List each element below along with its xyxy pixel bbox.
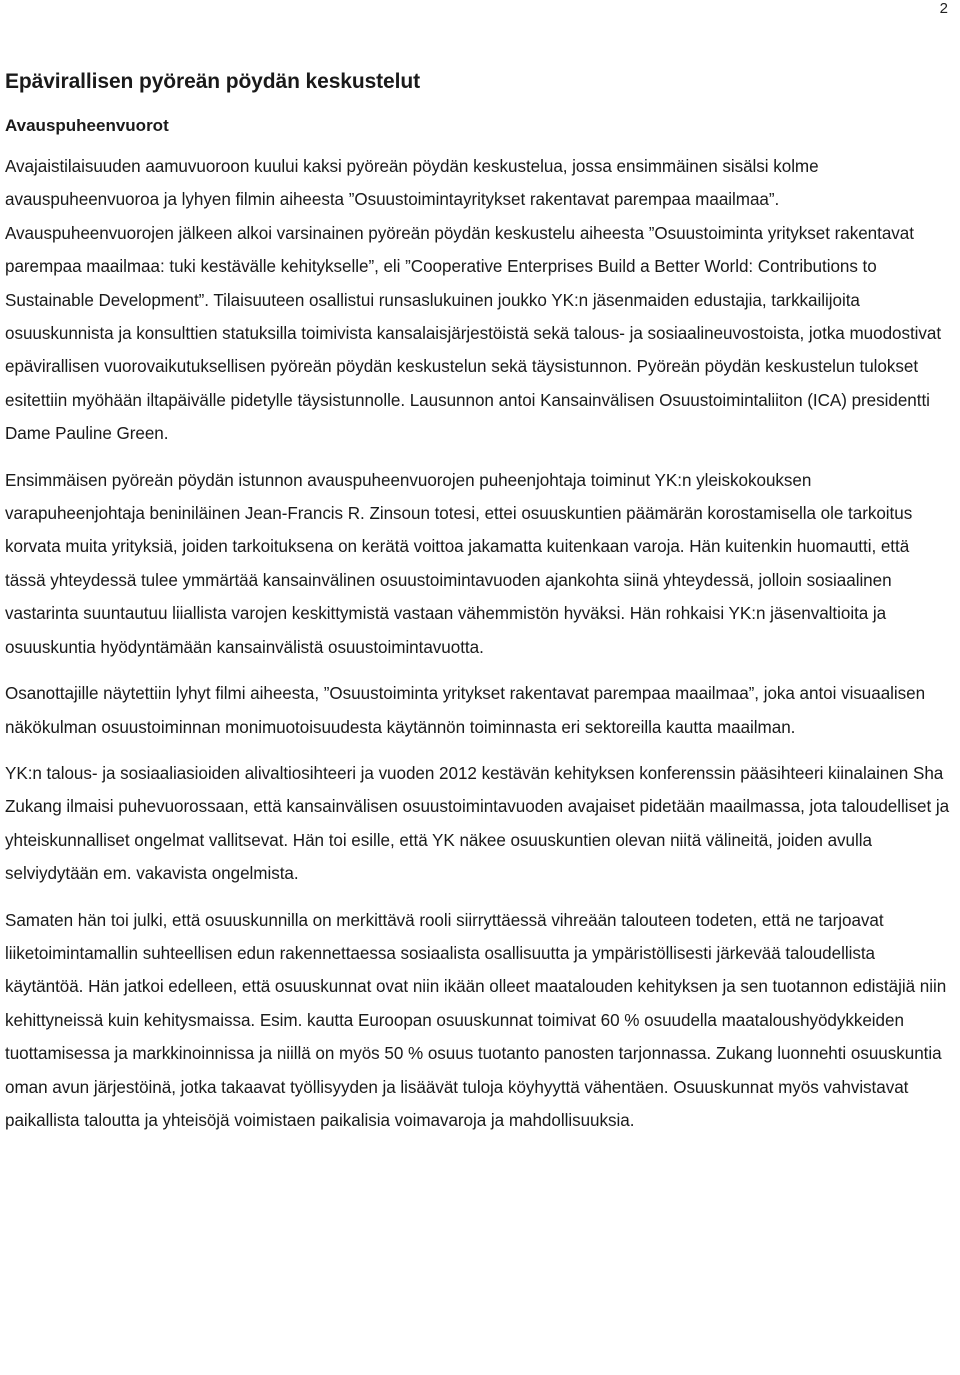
page-title: Epävirallisen pyöreän pöydän keskustelut <box>5 70 420 93</box>
paragraph-opening-event: Avajaistilaisuuden aamuvuoroon kuului kaksi pyöreän pöydän keskustelua, jossa ensimmäinen sisälsi kolme avauspuheenvuoroa ja lyhyen filmin aiheesta ”Osuustoimintayritykset rakentavat parempaa maailmaa”. Avauspuheenvuorojen jälkeen alkoi varsinainen pyöreän pöydän keskustelu aiheesta ”Osuustoiminta yritykset rakentavat parempaa maailmaa: tuki kestävälle kehitykselle”, eli ”Cooperative Enterprises Build a Better World: Contributions to Sustainable Development”. Tilaisuuteen osallistui runsaslukuinen joukko YK:n jäsenmaiden edustajia, tarkkailijoita osuuskunnista ja konsulttien statuksilla toimivista kansalaisjärjestöistä sekä talous- ja sosiaalineuvostoista, jotka muodostivat epävirallisen vuorovaikutuksellisen pyöreän pöydän keskustelun sekä täysistunnon. Pyöreän pöydän keskustelun tulokset esitettiin myöhään iltapäivälle pidetylle täysistunnolle. Lausunnon antoi Kansainvälisen Osuustoimintaliiton (ICA) presidentti Dame Pauline Green. <box>5 157 942 444</box>
document-body <box>5 68 950 1137</box>
paragraph-film: Osanottajille näytettiin lyhyt filmi aiheesta, ”Osuustoiminta yritykset rakentavat parempaa maailmaa”, joka antoi visuaalisen näkökulman osuustoiminnan monimuotoisuudesta käytännön toiminnasta eri sektoreilla kautta maailman. <box>5 684 926 737</box>
paragraph-sha-zukang: YK:n talous- ja sosiaaliasioiden alivaltiosihteeri ja vuoden 2012 kestävän kehityksen konferenssin pääsihteeri kiinalainen Sha Zukang ilmaisi puhevuorossaan, että kansainvälisen osuustoimintavuoden avajaiset pidetään maailmassa, jota taloudelliset ja yhteiskunnalliset ongelmat vallitsevat. Hän toi esille, että YK näkee osuuskuntien olevan niitä välineitä, joiden avulla selviydytään em. vakavista ongelmista. <box>5 763 950 884</box>
paragraph-first-round-table: Ensimmäisen pyöreän pöydän istunnon avauspuheenvuorojen puheenjohtaja toiminut YK:n yleiskokouksen varapuheenjohtaja beniniläinen Jean-Francis R. Zinsoun totesi, ettei osuuskuntien päämärän korostamisella ole tarkoitus korvata muita yrityksiä, joiden tarkoituksena on kerätä voittoa jakamatta kuitenkaan varoja. Hän kuitenkin huomautti, että tässä yhteydessä tulee ymmärtää kansainvälinen osuustoimintavuoden ajankohta siinä yhteydessä, jolloin sosiaalinen vastarinta suuntautuu liiallista varojen keskittymistä vastaan vähemmistön hyväksi. Hän rohkaisi YK:n jäsenvaltioita ja osuuskuntia hyödyntämään kansainvälistä osuustoimintavuotta. <box>5 470 913 657</box>
section-heading: Avauspuheenvuorot <box>5 116 169 135</box>
page-number: 2 <box>939 0 948 17</box>
paragraph-green-economy: Samaten hän toi julki, että osuuskunnilla on merkittävä rooli siirryttäessä vihreään talouteen todeten, että ne tarjoavat liiketoimintamallin suhteellisen edun rakennettaessa sosiaalista osallisuutta ja ympäristöllisesti järkevää taloudellista käytäntöä. Hän jatkoi edelleen, että osuuskunnat ovat niin ikään olleet maatalouden kehityksen ja sen tuotannon edistäjiä niin kehittyneissä kuin kehitysmaissa. Esim. kautta Euroopan osuuskunnat toimivat 60 % osuudella maataloushyödykkeiden tuottamisessa ja markkinoinnissa ja niillä on myös 50 % osuus tuotanto panosten tarjonnassa. Zukang luonnehti osuuskuntia oman avun järjestöinä, jotka takaavat työllisyyden ja lisäävät tuloja köyhyyttä vähentäen. Osuuskunnat myös vahvistavat paikallista taloutta ja yhteisöjä voimistaen paikalisia voimavaroja ja mahdollisuuksia. <box>5 910 947 1130</box>
